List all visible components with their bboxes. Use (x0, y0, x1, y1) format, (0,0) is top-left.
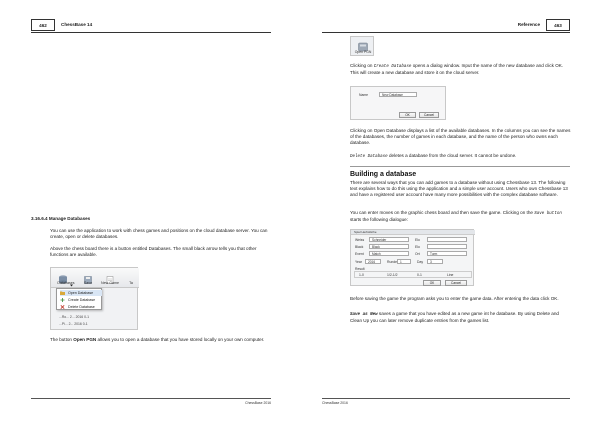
elo-black-label: Elo (415, 245, 420, 249)
text-span: starts the following dialogue: (350, 217, 408, 222)
paragraph-enter-moves (350, 210, 572, 223)
right-page-header (322, 19, 570, 33)
section-heading: 3.16.6.4 Manage Databases (31, 216, 91, 221)
databases-button[interactable]: Databases (57, 281, 75, 285)
section-divider (350, 166, 570, 167)
database-name-input[interactable]: New Database (379, 92, 417, 97)
save-game-dialog (350, 229, 474, 286)
open-pgn-button[interactable] (350, 36, 374, 56)
save-button-term: Save button (534, 212, 562, 216)
delete-database-term: Delete Database (350, 155, 388, 159)
menu-item-label: Open Database (68, 291, 94, 295)
white-label: Weiss (355, 238, 365, 242)
paragraph-before-saving: Before saving the game the program asks you to enter the game data. After entering the data click OK. (350, 296, 559, 301)
new-game-icon (106, 271, 114, 279)
text-span: You can enter moves on the graphic chess board and then save the game. Clicking on the (350, 210, 535, 215)
paragraph-databases-button: Above the chess board there is a button entitled Databases. The small black arrow tells you that other functions are available. (50, 246, 257, 257)
left-page-header (31, 19, 271, 33)
create-database-dialog (350, 86, 446, 120)
right-page (300, 0, 600, 424)
result-option-draw[interactable]: 1/2-1/2 (387, 273, 398, 277)
page-footer: ChessBase 2016 (322, 398, 570, 405)
elo-white-label: Elo (415, 238, 420, 242)
day-label: Day (417, 260, 424, 264)
result-option-line[interactable]: Line (447, 273, 454, 277)
paragraph-delete-database (350, 153, 572, 160)
round-label: Runde (387, 260, 397, 264)
result-option-white-wins[interactable]: 1-0 (359, 273, 364, 277)
page-footer: ChessBase 2016 (31, 398, 271, 405)
black-label: Black (355, 245, 364, 249)
site-label: Ort (415, 252, 420, 256)
paragraph-save-as-new (350, 311, 572, 324)
save-button[interactable]: Save (83, 281, 93, 285)
text-span: The button (50, 337, 74, 342)
round-input[interactable]: 1 (397, 259, 411, 264)
list-item: ...Pi... 2... 2016 0-1 (59, 322, 88, 326)
black-player-input[interactable]: Black (369, 244, 409, 249)
new-game-button[interactable]: New Game (101, 281, 119, 285)
text-span: Clicking on (350, 63, 374, 68)
event-input[interactable]: Match (369, 251, 409, 256)
elo-black-input[interactable] (427, 244, 467, 249)
event-label: Event (355, 252, 364, 256)
page-number: 462 (31, 19, 55, 31)
chevron-down-icon (70, 274, 73, 277)
folder-icon (60, 291, 65, 295)
paragraph-open-database: Clicking on Open Database displays a list of the available databases. In the columns you can see the names of the databases, the number of games in each database, and the name of the person who owns each database. (350, 128, 571, 145)
open-pgn-term: Open PGN (73, 337, 97, 342)
menu-item-label: Create Database (68, 298, 96, 302)
name-label: Name (359, 93, 369, 97)
header-title: Reference (517, 22, 540, 27)
paragraph-intro: You can use the application to work with chess games and positions on the cloud database server. You can create, open or delete databases. (50, 228, 268, 239)
dialog-title: Spiel Herbstliche (351, 230, 475, 235)
text-span: saves a game that you have edited as a new game int he database. By using Delete and Clean Up you can later remove duplicate entries from the games list. (350, 311, 559, 323)
header-title: ChessBase 14 (61, 22, 93, 27)
plus-icon (60, 298, 65, 302)
year-label: Year (355, 260, 362, 264)
day-input[interactable]: 3 (427, 259, 443, 264)
year-input[interactable]: 2016 (365, 259, 381, 264)
cancel-button[interactable]: Cancel (419, 112, 439, 118)
text-span: deletes a database from the cloud server. It cannot be undone. (387, 153, 517, 158)
menu-item-label: Delete Database (68, 305, 95, 309)
text-span: opens a dialog window. Input the name of the new database and click OK. This will create a new database and store it on the cloud server. (350, 63, 564, 75)
result-label: Result (355, 267, 365, 271)
delete-icon (60, 305, 65, 309)
ok-button[interactable]: OK (399, 112, 416, 118)
ok-button[interactable]: OK (423, 280, 441, 286)
white-player-input[interactable]: Schneider (369, 237, 409, 242)
pgn-icon (358, 39, 368, 49)
building-database-heading: Building a database (350, 171, 417, 178)
paragraph-create-database (350, 63, 572, 76)
open-pgn-label: Open PGN (354, 50, 372, 54)
page-number: 463 (546, 19, 570, 31)
databases-menu-screenshot (50, 267, 138, 330)
menu-item-create-database[interactable] (60, 297, 95, 303)
database-icon (58, 271, 68, 280)
text-span: allows you to open a database that you have stored locally on your own computer. (96, 337, 265, 342)
databases-dropdown (56, 288, 102, 310)
save-icon (84, 271, 92, 279)
paragraph-building: There are several ways that you can add games to a database without using Chessbase 13. The following text explains how to do this using the application and a simple user account. Users who own Chessbase 13 and have a registered user account have many more possibilities with the complex database software. (350, 180, 568, 197)
elo-white-input[interactable] (427, 237, 467, 242)
save-as-new-term: Save as New (350, 313, 378, 317)
menu-item-open-database[interactable] (60, 290, 102, 296)
list-item: ...Ro... 2... 2016 0-1 (59, 315, 89, 319)
paragraph-open-pgn (50, 337, 272, 343)
extra-tab[interactable]: Ta (129, 281, 133, 285)
menu-item-delete-database[interactable] (60, 304, 95, 310)
site-input[interactable]: Turm (427, 251, 467, 256)
cancel-button[interactable]: Cancel (445, 280, 467, 286)
result-group (354, 271, 472, 278)
result-option-black-wins[interactable]: 0-1 (417, 273, 422, 277)
create-database-term: Create Database (373, 65, 412, 69)
